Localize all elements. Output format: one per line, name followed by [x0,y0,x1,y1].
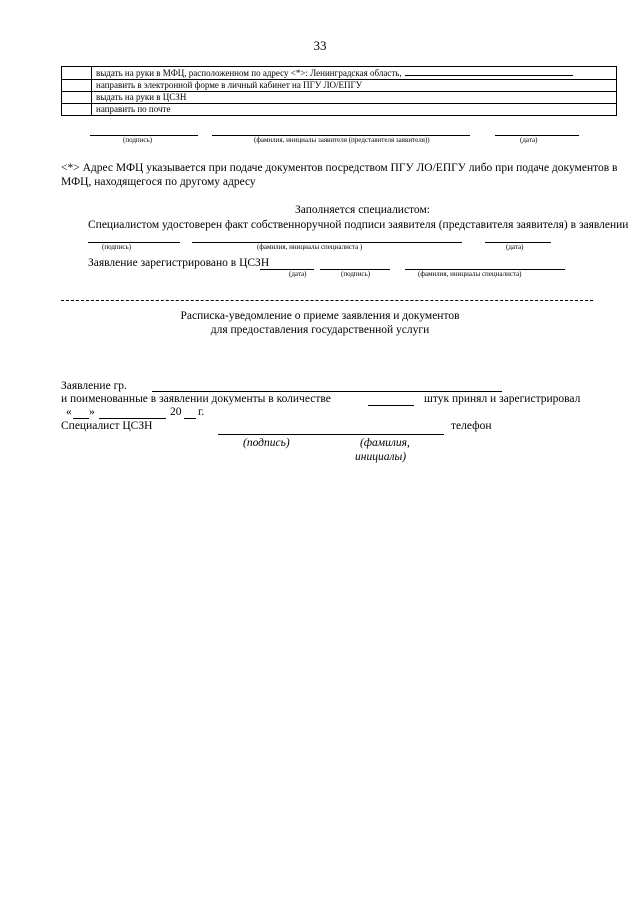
caption-date: (дата) [520,136,538,144]
caption-name-line1: (фамилия, [360,437,410,449]
delivery-options-table [61,66,617,116]
phone-label: телефон [451,420,492,432]
option-label: направить в электронной форме в личный кабинет на ПГУ ЛО/ЕПГУ [92,80,617,92]
caption-date: (дата) [506,243,524,251]
delivery-option-row[interactable] [62,80,617,92]
option-checkbox-cell[interactable] [62,80,92,92]
caption-name-line2: инициалы) [355,451,407,463]
specialist-label: Специалист ЦСЗН [61,420,153,432]
caption-signature: (подпись) [243,437,290,449]
footnote [61,161,621,189]
receipt-title-line2: для предоставления государственной услуги [210,324,430,336]
date-open-quote: « [66,406,72,418]
footnote-line: <*> Адрес МФЦ указывается при подаче документов посредством ПГУ ЛО/ЕПГУ либо при подаче документов в [61,162,618,174]
specialist-heading: Заполняется специалистом: [295,204,430,216]
receipt-title-line1: Расписка-уведомление о приеме заявления и документов [180,310,460,322]
delivery-option-row[interactable] [62,67,617,80]
applicant-label: Заявление гр. [61,380,127,392]
year-suffix: г. [198,406,205,418]
tear-off-separator [61,300,593,301]
option-checkbox-cell[interactable] [62,67,92,80]
specialist-statement: Специалистом удостоверен факт собственноручной подписи заявителя (представителя заявителя) в заявлении [88,219,629,231]
month-field[interactable] [99,418,166,419]
year-field[interactable] [184,418,196,419]
registered-label: Заявление зарегистрировано в ЦСЗН [88,257,270,269]
caption-signature: (подпись) [123,136,153,144]
documents-count-text: и поименованные в заявлении документы в количестве [61,393,331,405]
day-field[interactable] [73,418,89,419]
applicant-name-field[interactable] [152,391,502,392]
caption-date: (дата) [289,270,307,278]
year-prefix: 20 [170,406,182,418]
option-label: выдать на руки в ЦСЗН [92,92,617,104]
option-label: выдать на руки в МФЦ, расположенном по адресу <*>: Ленинградская область, [92,67,617,80]
page-number: 33 [313,38,327,53]
mfc-address-field[interactable] [405,67,573,76]
specialist-signature-field[interactable] [218,434,444,435]
caption-signature: (подпись) [102,243,132,251]
caption-specialist-name: (фамилия, инициалы специалиста) [418,270,522,278]
documents-count-field[interactable] [368,405,414,406]
option-label: направить по почте [92,104,617,116]
option-checkbox-cell[interactable] [62,104,92,116]
delivery-option-row[interactable] [62,104,617,116]
documents-accepted-text: штук принял и зарегистрировал [424,393,581,405]
caption-applicant-name: (фамилия, инициалы заявителя (представителя заявителя)) [254,136,430,144]
date-close-quote: » [89,406,95,418]
option-checkbox-cell[interactable] [62,92,92,104]
caption-specialist-name: (фамилия, инициалы специалиста ) [257,243,363,251]
caption-signature: (подпись) [341,270,371,278]
delivery-option-row[interactable] [62,92,617,104]
footnote-line: МФЦ, находящегося по другому адресу [61,176,256,188]
